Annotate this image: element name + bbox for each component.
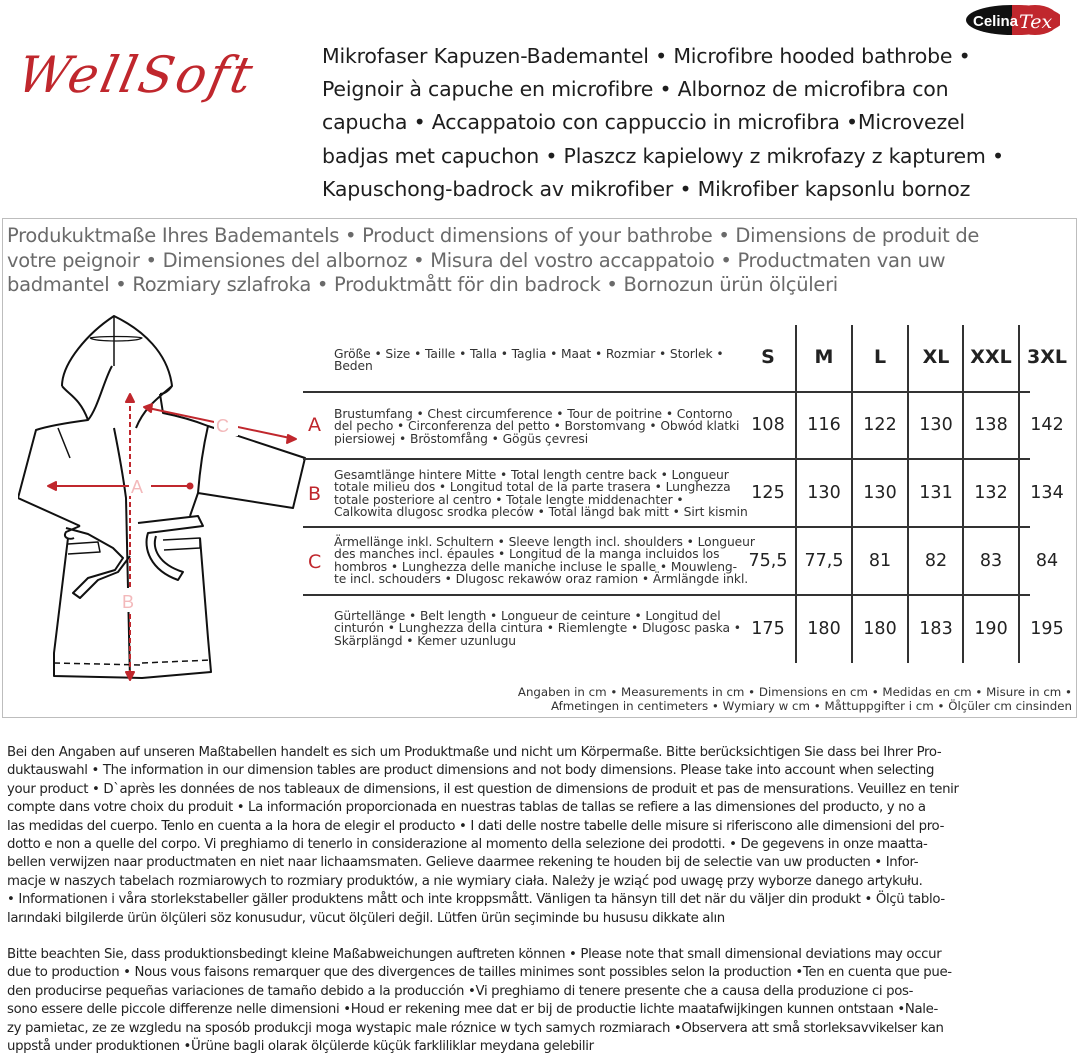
section-title (7, 224, 1077, 298)
size-header-xxl: XXL (970, 346, 1012, 368)
cell-b-xxl: 132 (974, 483, 1008, 503)
row-letter-b: B (308, 483, 322, 505)
product-title (322, 40, 1072, 206)
row-label-length: Gesamtlänge hintere Mitte • Total length centre back • Longueur totale milieu dos • Longitud total de la parte trasera • Lunghezza totale posteriore al centro • Totale lengte middenachter • Calkowita dlugosc srodka pleców • Total längd bak mitt • Sirt kismin (334, 468, 748, 520)
section-title-line: votre peignoir • Dimensiones del albornoz • Misura del vostro accappatoio • Productmaten van uw (7, 248, 946, 272)
cell-belt-3xl: 195 (1030, 619, 1064, 639)
size-header-3xl: 3XL (1027, 346, 1067, 368)
cell-belt-xxl: 190 (974, 619, 1008, 639)
partner-logo-right: Tex (1019, 11, 1053, 33)
cell-a-xxl: 138 (974, 415, 1008, 435)
row-label-chest: Brustumfang • Chest circumference • Tour de poitrine • Contorno del pecho • Circonferenza del petto • Borstomvang • Obwód klatki piersiowej • Bröstomfång • Gögüs çevresi (334, 407, 740, 446)
cell-b-m: 130 (807, 483, 841, 503)
logo-text: WellSoft (22, 45, 261, 104)
diagram-label-a: A (131, 477, 144, 497)
cell-c-s: 75,5 (748, 551, 788, 571)
size-header-s: S (761, 346, 775, 368)
size-header-m: M (814, 346, 834, 368)
cell-belt-m: 180 (807, 619, 841, 639)
row-letter-a: A (308, 414, 321, 436)
cell-c-m: 77,5 (804, 551, 844, 571)
cell-a-m: 116 (807, 415, 841, 435)
table-divider (303, 458, 1030, 460)
section-title-line: Produkuktmaße Ihres Bademantels • Product dimensions of your bathrobe • Dimensions de produit de (7, 224, 980, 247)
cell-b-s: 125 (751, 483, 785, 503)
cell-b-3xl: 134 (1030, 483, 1064, 503)
wellsoft-logo (22, 40, 312, 112)
table-divider (303, 391, 1030, 393)
diagram-label-b: B (122, 592, 135, 612)
title-line: capucha • Accappatoio con cappuccio in microfibra •Microvezel (322, 110, 965, 135)
size-header-xl: XL (922, 346, 950, 368)
cell-a-xl: 130 (919, 415, 953, 435)
cell-a-s: 108 (751, 415, 785, 435)
cell-c-xxl: 83 (979, 551, 1003, 571)
row-label-sleeve: Ärmellänge inkl. Schultern • Sleeve length incl. shoulders • Longueur des manches incl. épaules • Longitud de la manga incluidos los hombros • Lunghezza delle maniche incluse le spalle • Mouwleng- te incl. schouders • Dlugosc rekawów oraz ramion • Ärmlängde inkl. (334, 535, 755, 587)
production-deviation-notice: Bitte beachten Sie, dass produktionsbedingt kleine Maßabweichungen auftreten können • Please note that small dimensional deviations may occur due to production • Nous vous faisons remarquer que des divergences de tailles minimes sont possibles selon la production •Ten en cuenta que pue- den producirse pequeñas variaciones de tamaño debido a la producción •Vi preghiamo di tenere presente che a causa della produzione ci pos- sono essere delle piccole differenze nelle dimensioni •Houd er rekening mee dat er bij de productie lichte maatafwijkingen kunnen ontstaan •Nale- zy pamietac, ze ze wzgledu na sposób produkcji moga wystapic male róznice w tych samych rozmiarach •Observera att små storleksavvikelser kan uppstå under produktionen •Ürüne bagli olarak ölçülerde küçük farkliliklar meydana gelebilir (7, 947, 952, 1055)
size-header-label: Größe • Size • Taille • Talla • Taglia • Maat • Rozmiar • Storlek • Beden (334, 347, 724, 374)
cell-c-xl: 82 (924, 551, 948, 571)
units-note: Angaben in cm • Measurements in cm • Dimensions en cm • Medidas en cm • Misure in cm • Afmetingen in centimeters • Wymiary w cm • Måttuppgifter i cm • Ölçüler cm cinsinden (517, 685, 1072, 713)
title-line: badjas met capuchon • Plaszcz kapielowy z mikrofazy z kapturem • (322, 143, 1004, 168)
title-line: Kapuschong-badrock av mikrofiber • Mikrofiber kapsonlu bornoz (322, 176, 971, 201)
cell-b-xl: 131 (919, 483, 953, 503)
cell-belt-xl: 183 (919, 619, 953, 639)
section-title-line: badmantel • Rozmiary szlafroka • Produktmått för din badrock • Bornozun ürün ölçüleri (7, 273, 838, 296)
bathrobe-diagram (18, 308, 308, 683)
row-letter-c: C (308, 551, 322, 573)
cell-belt-l: 180 (863, 619, 897, 639)
cell-c-3xl: 84 (1035, 551, 1059, 571)
cell-a-3xl: 142 (1030, 415, 1064, 435)
table-divider (303, 526, 1030, 528)
cell-a-l: 122 (863, 415, 897, 435)
cell-c-l: 81 (868, 551, 892, 571)
celinatex-logo (965, 3, 1060, 37)
row-label-belt: Gürtellänge • Belt length • Longueur de ceinture • Longitud del cinturón • Lunghezza della cintura • Riemlengte • Dlugosc paska • Skärplängd • Kemer uzunlugu (334, 609, 741, 648)
table-divider (303, 594, 1030, 596)
diagram-label-c: C (216, 416, 229, 436)
cell-belt-s: 175 (751, 619, 785, 639)
product-dimension-notice: Bei den Angaben auf unseren Maßtabellen handelt es sich um Produktmaße und nicht um Körpermaße. Bitte berücksichtigen Sie dass bei Ihrer Pro- duktauswahl • The information in our dimension tables are product dimensions and not body dimensions. Please take into account when selecting your product • D`après les données de nos tableaux de dimensions, il est question de dimensions de produit et pas de mensurations. Veuillez en tenir compte dans votre choix du produit • La información proporcionada en nuestras tablas de tallas se refiere a las dimensiones del producto, y no a las medidas del cuerpo. Tenlo en cuenta a la hora de elegir el producto • I dati delle nostre tabelle delle misure si riferiscono alle dimensioni del pro- dotto e non a quelle del corpo. Vi preghiamo di tenerlo in considerazione al momento della selezione dei prodotti. • De gegevens in onze maatta- bellen verwijzen naar productmaten en niet naar lichaamsmaten. Gelieve daarmee rekening te houden bij de selectie van uw producten • Infor- macje w naszych tabelach rozmiarowych to rozmiary produktów, a nie wymiary ciała. Należy je wziąć pod uwagę przy wyborze danego artykułu. • Informationen i våra storlekstabeller gäller produktens mått och inte kroppsmått. Vänligen ta hänsyn till det när du väljer din produkt • Ölçü tablo- larındaki bilgilerde ürün ölçüleri söz konusudur, vücut ölçüleri değil. Lütfen ürün seçiminde bu hususu dikkate alın (7, 745, 959, 926)
title-line: Peignoir à capuche en microfibre • Albornoz de microfibra con (322, 77, 949, 102)
partner-logo-left: Celina (973, 13, 1019, 30)
title-line: Mikrofaser Kapuzen-Bademantel • Microfibre hooded bathrobe • (322, 44, 971, 68)
size-header-l: L (873, 346, 887, 368)
cell-b-l: 130 (863, 483, 897, 503)
